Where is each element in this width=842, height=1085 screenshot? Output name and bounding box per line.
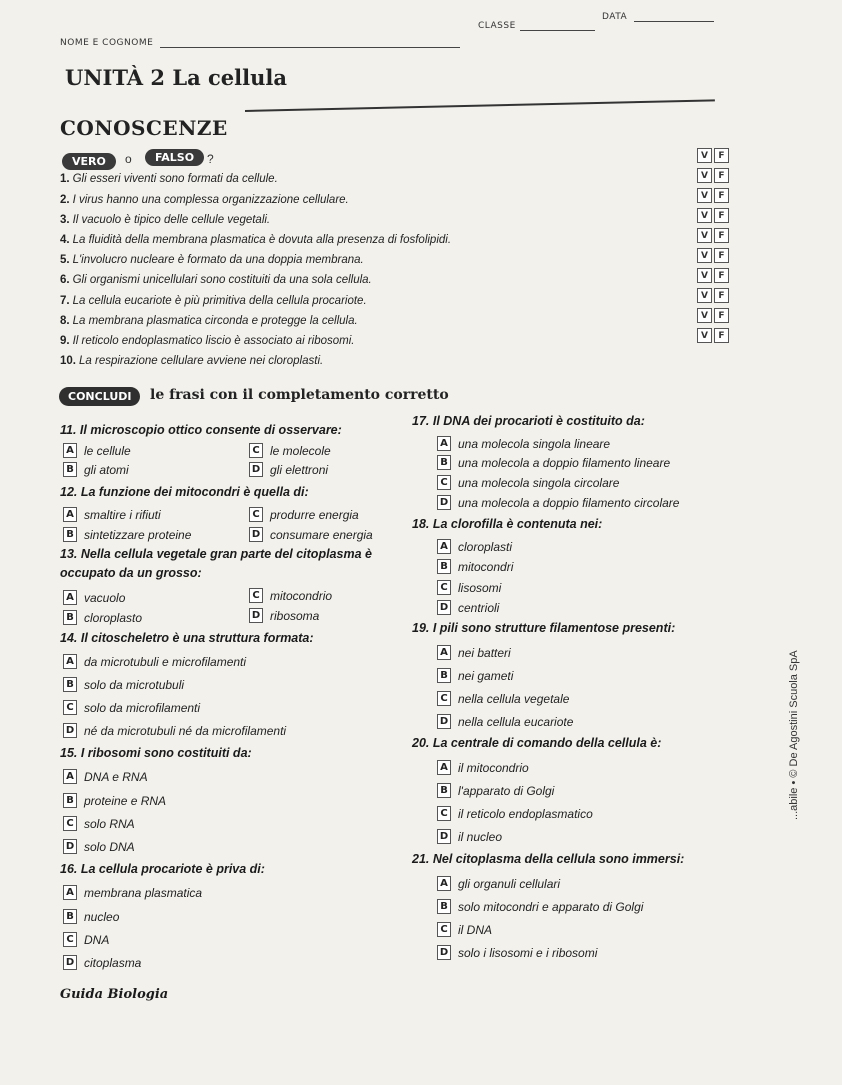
name-line[interactable] [160, 47, 460, 48]
section-title: CONOSCENZE [60, 116, 228, 140]
option-20a[interactable]: A il mitocondrio [437, 760, 529, 775]
option-16a[interactable]: A membrana plasmatica [63, 885, 202, 900]
tf-item: 10. La respirazione cellulare avviene nei cloroplasti. [60, 355, 324, 367]
name-label: NOME E COGNOME [60, 38, 154, 48]
vf-pair [697, 328, 729, 343]
option-15d[interactable]: D solo DNA [63, 839, 135, 854]
option-13d[interactable]: D ribosoma [249, 608, 319, 623]
option-12b[interactable]: B sintetizzare proteine [63, 527, 191, 542]
true-box[interactable]: V [697, 228, 712, 243]
copyright-credit: ...abile • © De Agostini Scuola SpA [788, 650, 800, 820]
option-17b[interactable]: B una molecola a doppio filamento lineare [437, 455, 670, 470]
option-21c[interactable]: C il DNA [437, 922, 492, 937]
question-mark: ? [207, 152, 214, 166]
question-16: 16. La cellula procariote è priva di: [60, 862, 265, 876]
question-18: 18. La clorofilla è contenuta nei: [412, 517, 603, 531]
true-box[interactable]: V [697, 308, 712, 323]
tf-item: 5. L'involucro nucleare è formato da una doppia membrana. [60, 254, 364, 266]
question-14: 14. Il citoscheletro è una struttura formata: [60, 631, 314, 645]
option-15b[interactable]: B proteine e RNA [63, 793, 166, 808]
false-box[interactable]: F [714, 148, 729, 163]
option-16d[interactable]: D citoplasma [63, 955, 141, 970]
false-box[interactable]: F [714, 328, 729, 343]
option-15a[interactable]: A DNA e RNA [63, 769, 148, 784]
vf-pair [697, 208, 729, 223]
option-18b[interactable]: B mitocondri [437, 559, 513, 574]
option-16c[interactable]: C DNA [63, 932, 109, 947]
true-box[interactable]: V [697, 248, 712, 263]
option-14d[interactable]: D né da microtubuli né da microfilamenti [63, 723, 286, 738]
true-box[interactable]: V [697, 268, 712, 283]
tf-item: 4. La fluidità della membrana plasmatica è dovuta alla presenza di fosfolipidi. [60, 234, 452, 246]
option-13c[interactable]: C mitocondrio [249, 588, 332, 603]
question-13: 13. Nella cellula vegetale gran parte del citoplasma è [60, 547, 372, 561]
option-18d[interactable]: D centrioli [437, 600, 499, 615]
unit-title: UNITÀ 2 La cellula [65, 65, 287, 90]
option-14c[interactable]: C solo da microfilamenti [63, 700, 200, 715]
option-13b[interactable]: B cloroplasto [63, 610, 142, 625]
option-20b[interactable]: B l'apparato di Golgi [437, 783, 554, 798]
concludi-title: le frasi con il completamento corretto [150, 387, 449, 403]
false-box[interactable]: F [714, 228, 729, 243]
option-16b[interactable]: B nucleo [63, 909, 119, 924]
option-18c[interactable]: C lisosomi [437, 580, 501, 595]
option-21d[interactable]: D solo i lisosomi e i ribosomi [437, 945, 597, 960]
option-19a[interactable]: A nei batteri [437, 645, 511, 660]
true-box[interactable]: V [697, 168, 712, 183]
date-line[interactable] [634, 21, 714, 22]
option-13a[interactable]: A vacuolo [63, 590, 125, 605]
vf-pair [697, 268, 729, 283]
false-box[interactable]: F [714, 208, 729, 223]
option-11a[interactable]: A le cellule [63, 443, 131, 458]
option-21b[interactable]: B solo mitocondri e apparato di Golgi [437, 899, 643, 914]
tf-item: 2. I virus hanno una complessa organizzazione cellulare. [60, 194, 349, 206]
question-17: 17. Il DNA dei procarioti è costituito da: [412, 414, 645, 428]
true-box[interactable]: V [697, 328, 712, 343]
option-20d[interactable]: D il nucleo [437, 829, 502, 844]
tf-item: 8. La membrana plasmatica circonda e protegge la cellula. [60, 315, 358, 327]
true-pill: VERO [62, 153, 116, 170]
option-12c[interactable]: C produrre energia [249, 507, 359, 522]
vf-pair [697, 308, 729, 323]
option-19d[interactable]: D nella cellula eucariote [437, 714, 573, 729]
true-box[interactable]: V [697, 288, 712, 303]
tf-item: 7. La cellula eucariote è più primitiva della cellula procariote. [60, 295, 367, 307]
true-box[interactable]: V [697, 208, 712, 223]
false-box[interactable]: F [714, 288, 729, 303]
question-19: 19. I pili sono strutture filamentose presenti: [412, 621, 676, 635]
vf-pair [697, 228, 729, 243]
false-box[interactable]: F [714, 268, 729, 283]
section-rule [245, 99, 715, 112]
vf-pair [697, 248, 729, 263]
true-box[interactable]: V [697, 188, 712, 203]
tf-item: 6. Gli organismi unicellulari sono costituiti da una sola cellula. [60, 274, 372, 286]
option-19b[interactable]: B nei gameti [437, 668, 513, 683]
footer-title: Guida Biologia [60, 987, 169, 1002]
option-20c[interactable]: C il reticolo endoplasmatico [437, 806, 593, 821]
false-pill: FALSO [145, 149, 204, 166]
vf-pair [697, 288, 729, 303]
option-17c[interactable]: C una molecola singola circolare [437, 475, 619, 490]
tf-item: 3. Il vacuolo è tipico delle cellule vegetali. [60, 214, 271, 226]
class-line[interactable] [520, 30, 595, 31]
option-21a[interactable]: A gli organuli cellulari [437, 876, 560, 891]
false-box[interactable]: F [714, 308, 729, 323]
concludi-pill: CONCLUDI [59, 387, 140, 406]
option-11d[interactable]: D gli elettroni [249, 462, 328, 477]
option-15c[interactable]: C solo RNA [63, 816, 135, 831]
class-label: CLASSE [478, 21, 516, 31]
option-12d[interactable]: D consumare energia [249, 527, 373, 542]
or-label: o [125, 152, 132, 166]
option-12a[interactable]: A smaltire i rifiuti [63, 507, 161, 522]
option-11b[interactable]: B gli atomi [63, 462, 129, 477]
option-17d[interactable]: D una molecola a doppio filamento circolare [437, 495, 679, 510]
question-13-cont: occupato da un grosso: [60, 566, 202, 580]
vf-pair [697, 188, 729, 203]
question-15: 15. I ribosomi sono costituiti da: [60, 746, 252, 760]
false-box[interactable]: F [714, 168, 729, 183]
false-box[interactable]: F [714, 248, 729, 263]
vf-pair [697, 168, 729, 183]
date-label: DATA [602, 12, 628, 22]
option-14b[interactable]: B solo da microtubuli [63, 677, 184, 692]
question-20: 20. La centrale di comando della cellula è: [412, 736, 662, 750]
false-box[interactable]: F [714, 188, 729, 203]
option-14a[interactable]: A da microtubuli e microfilamenti [63, 654, 246, 669]
question-11: 11. Il microscopio ottico consente di osservare: [60, 423, 342, 437]
tf-item: 9. Il reticolo endoplasmatico liscio è associato ai ribosomi. [60, 335, 355, 347]
vf-pair [697, 148, 729, 163]
option-17a[interactable]: A una molecola singola lineare [437, 436, 610, 451]
option-18a[interactable]: A cloroplasti [437, 539, 512, 554]
question-12: 12. La funzione dei mitocondri è quella di: [60, 485, 309, 499]
true-box[interactable]: V [697, 148, 712, 163]
option-11c[interactable]: C le molecole [249, 443, 331, 458]
option-19c[interactable]: C nella cellula vegetale [437, 691, 569, 706]
tf-item: 1. Gli esseri viventi sono formati da cellule. [60, 173, 278, 185]
question-21: 21. Nel citoplasma della cellula sono immersi: [412, 852, 685, 866]
